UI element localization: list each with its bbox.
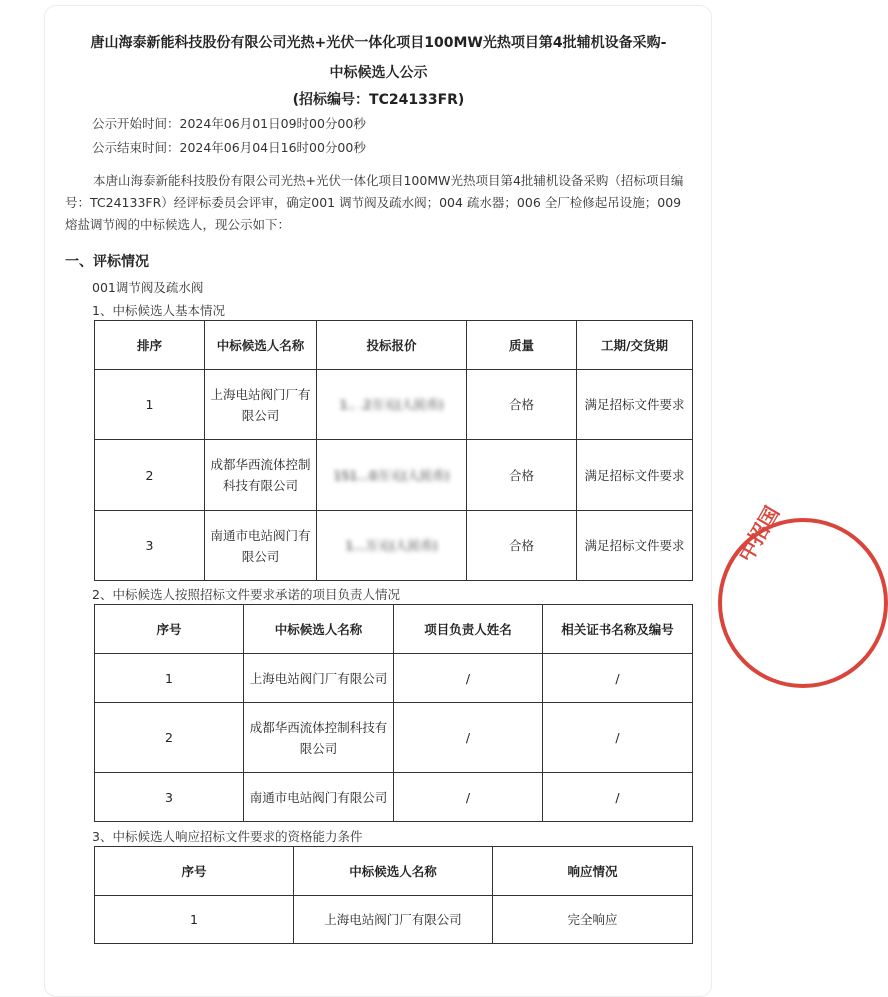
column-header: 工期/交货期 xyxy=(577,321,693,370)
serial-cell: 1 xyxy=(95,896,294,944)
column-header: 中标候选人名称 xyxy=(205,321,317,370)
table-row xyxy=(95,773,693,822)
official-seal-stamp xyxy=(718,502,888,688)
column-header: 投标报价 xyxy=(317,321,467,370)
serial-cell: 3 xyxy=(95,773,244,822)
column-header: 中标候选人名称 xyxy=(294,847,493,896)
candidate-name-cell: 南通市电站阀门有限公司 xyxy=(244,773,394,822)
serial-cell: 1 xyxy=(95,654,244,703)
column-header: 序号 xyxy=(95,847,294,896)
table-row xyxy=(95,370,693,440)
candidate-name-cell: 上海电站阀门厂有限公司 xyxy=(205,370,317,440)
candidate-name-cell: 南通市电站阀门有限公司 xyxy=(205,511,317,581)
redacted-bid-price: 151...0万元(人民币) xyxy=(333,467,450,483)
quality-cell: 合格 xyxy=(467,370,577,440)
column-header: 项目负责人姓名 xyxy=(394,605,543,654)
table-row xyxy=(95,654,693,703)
response-cell: 完全响应 xyxy=(493,896,693,944)
table-header-row xyxy=(95,847,693,896)
publicity-end-time: 公示结束时间：2024年06月04日16时00分00秒 xyxy=(92,140,366,155)
candidate-name-cell: 上海电站阀门厂有限公司 xyxy=(294,896,493,944)
bid-price-cell xyxy=(317,440,467,511)
doc-tender-number: (招标编号：TC24133FR) xyxy=(292,92,465,108)
section-heading: 一、评标情况 xyxy=(65,254,149,270)
certificate-cell: / xyxy=(543,703,693,773)
rank-cell: 3 xyxy=(95,511,205,581)
column-header: 中标候选人名称 xyxy=(244,605,394,654)
doc-title-line2: 中标候选人公示 xyxy=(329,65,428,81)
lot-name: 001调节阀及疏水阀 xyxy=(92,280,204,295)
table-row xyxy=(95,511,693,581)
table-header-row xyxy=(95,321,693,370)
delivery-cell: 满足招标文件要求 xyxy=(577,511,693,581)
seal-text: 中招国 xyxy=(733,502,785,566)
qualification-table xyxy=(94,846,693,944)
quality-cell: 合格 xyxy=(467,511,577,581)
subsection-3-heading: 3、中标候选人响应招标文件要求的资格能力条件 xyxy=(92,829,363,844)
leader-name-cell: / xyxy=(394,654,543,703)
bid-price-cell xyxy=(317,370,467,440)
table-row xyxy=(95,703,693,773)
candidate-name-cell: 成都华西流体控制科技有限公司 xyxy=(205,440,317,511)
table-row xyxy=(95,440,693,511)
doc-title-line1: 唐山海泰新能科技股份有限公司光热+光伏一体化项目100MW光热项目第4批辅机设备采购- xyxy=(90,35,667,51)
column-header: 相关证书名称及编号 xyxy=(543,605,693,654)
subsection-2-heading: 2、中标候选人按照招标文件要求承诺的项目负责人情况 xyxy=(92,587,400,602)
column-header: 质量 xyxy=(467,321,577,370)
publicity-start-time: 公示开始时间：2024年06月01日09时00分00秒 xyxy=(92,116,366,131)
column-header: 响应情况 xyxy=(493,847,693,896)
serial-cell: 2 xyxy=(95,703,244,773)
bid-price-cell xyxy=(317,511,467,581)
delivery-cell: 满足招标文件要求 xyxy=(577,440,693,511)
leader-name-cell: / xyxy=(394,773,543,822)
redacted-bid-price: 1.. .2万元(人民币) xyxy=(339,397,444,412)
candidate-name-cell: 上海电站阀门厂有限公司 xyxy=(244,654,394,703)
candidate-name-cell: 成都华西流体控制科技有限公司 xyxy=(244,703,394,773)
leader-name-cell: / xyxy=(394,703,543,773)
column-header: 序号 xyxy=(95,605,244,654)
certificate-cell: / xyxy=(543,654,693,703)
project-leader-table xyxy=(94,604,693,822)
redacted-bid-price: 1...万元(人民币) xyxy=(345,538,438,553)
intro-paragraph: 本唐山海泰新能科技股份有限公司光热+光伏一体化项目100MW光热项目第4批辅机设备采购（招标项目编号：TC24133FR）经评标委员会评审，确定001 调节阀及疏水阀；004 疏水器；006 全厂检修起吊设施；009 熔盐调节阀的中标候选人，现公示如下： xyxy=(65,173,684,232)
subsection-1-heading: 1、中标候选人基本情况 xyxy=(92,303,225,318)
certificate-cell: / xyxy=(543,773,693,822)
table-row xyxy=(95,896,693,944)
rank-cell: 1 xyxy=(95,370,205,440)
candidates-basic-table xyxy=(94,320,693,581)
rank-cell: 2 xyxy=(95,440,205,511)
quality-cell: 合格 xyxy=(467,440,577,511)
table-header-row xyxy=(95,605,693,654)
column-header: 排序 xyxy=(95,321,205,370)
delivery-cell: 满足招标文件要求 xyxy=(577,370,693,440)
